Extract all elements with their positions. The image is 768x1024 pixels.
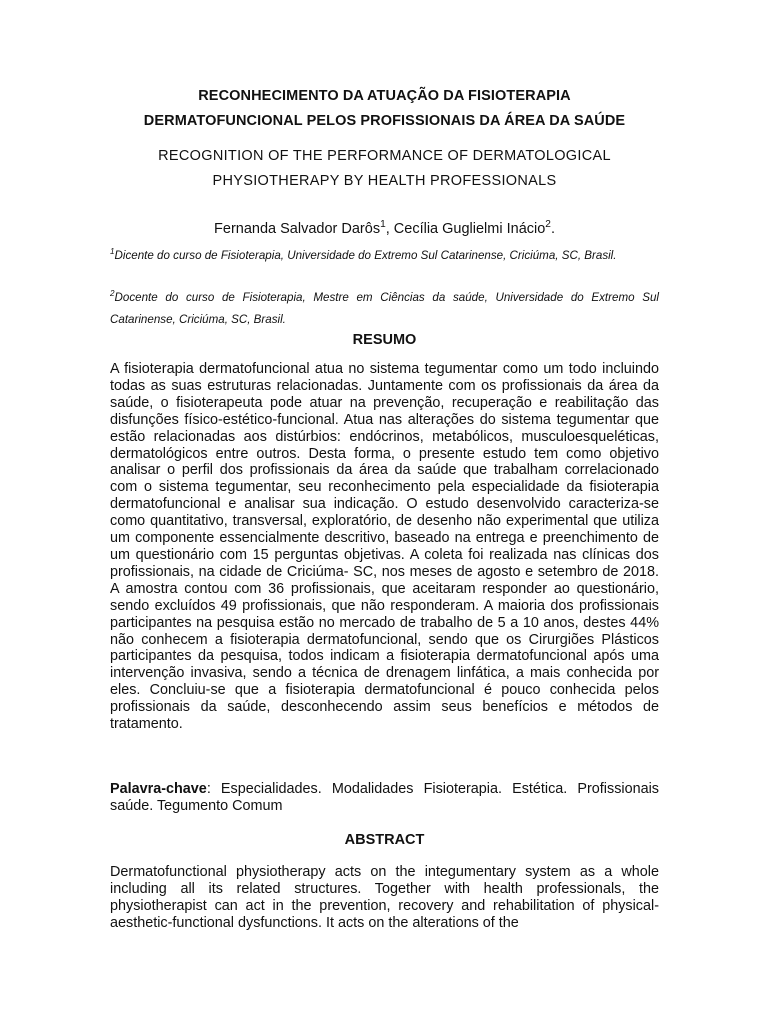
title-en-line-2: PHYSIOTHERAPY BY HEALTH PROFESSIONALS [212,173,557,189]
keywords-text: : Especialidades. Modalidades Fisioterapia. Estética. Profissionais saúde. Tegumento Comum [110,781,659,814]
affiliation-1-text: Dicente do curso de Fisioterapia, Universidade do Extremo Sul Catarinense, Criciúma, SC, Brasil. [114,249,617,262]
title-english [110,144,659,194]
title-en-line-1: RECOGNITION OF THE PERFORMANCE OF DERMATOLOGICAL [158,148,611,164]
affiliation-2-mark: 2 [110,289,115,299]
abstract-heading: ABSTRACT [344,832,425,848]
title-portuguese [110,84,659,134]
affiliation-1 [110,245,659,267]
resumo-heading: RESUMO [352,332,417,348]
abstract-body: Dermatofunctional physiotherapy acts on the integumentary system as a whole including all its related structures. Together with health professionals, the physiotherapist can act in the prevention, recovery and rehabilitation of physical-aesthetic-functional dysfunctions. It acts on the alterations of the [110,864,659,931]
affiliation-2 [110,287,659,330]
keywords-label: Palavra-chave [110,781,207,797]
resumo-body: A fisioterapia dermatofuncional atua no sistema tegumentar como um todo incluindo todas as suas estruturas relacionadas. Juntamente com os profissionais da área da saúde, o fisioterapeuta pode atuar na prevenção, recuperação e reabilitação das disfunções físico-estético-funcional. Atua nas alterações do sistema tegumentar que estão relacionadas aos distúrbios: endócrinos, metabólicos, musculoesqueléticas, dermatológicos entre outros. Desta forma, o presente estudo tem como objetivo analisar o perfil dos profissionais da área da saúde que trabalham correlacionado com o sistema tegumentar, seu reconhecimento pela especialidade da fisioterapia dermatofuncional e analisar sua indicação. O estudo desenvolvido caracteriza-se como quantitativo, transversal, exploratório, de desenho não experimental que utiliza um componente essencialmente descritivo, baseado na entrega e preenchimento de um questionário com 15 perguntas objetivas. A coleta foi realizada nas clínicas dos profissionais, na cidade de Criciúma- SC, nos meses de agosto e setembro de 2018. A amostra contou com 36 profissionais, que aceitaram responder ao questionário, sendo excluídos 49 profissionais, que não responderam. A maioria dos profissionais participantes na pesquisa estão no mercado de trabalho de 5 a 10 anos, destes 44% não conhecem a fisioterapia dermatofuncional, sendo que os Cirurgiões Plásticos participantes da pesquisa, todos indicam a fisioterapia dermatofuncional após uma intervenção invasiva, sendo a técnica de drenagem linfática, a mais conhecida por eles. Concluiu-se que a fisioterapia dermatofuncional é pouco conhecida pelos profissionais da saúde, desconhecendo assim seus benefícios e métodos de tratamento. [110,361,659,733]
author-1: Fernanda Salvador Darôs [214,221,381,237]
author-end: . [550,221,555,237]
author-list [110,219,659,239]
affiliation-1-mark: 1 [110,247,115,257]
author-separator: , [385,221,394,237]
title-pt-line-1: RECONHECIMENTO DA ATUAÇÃO DA FISIOTERAPIA [198,88,571,104]
title-pt-line-2: DERMATOFUNCIONAL PELOS PROFISSIONAIS DA ÁREA DA SAÚDE [143,113,626,129]
author-1-mark: 1 [380,219,386,231]
affiliation-2-text: Docente do curso de Fisioterapia, Mestre em Ciências da saúde, Universidade do Extremo Sul Catarinense, Criciúma, SC, Brasil. [110,291,659,326]
author-2: Cecília Guglielmi Inácio [393,221,546,237]
keywords [110,781,659,815]
author-2-mark: 2 [545,219,551,231]
